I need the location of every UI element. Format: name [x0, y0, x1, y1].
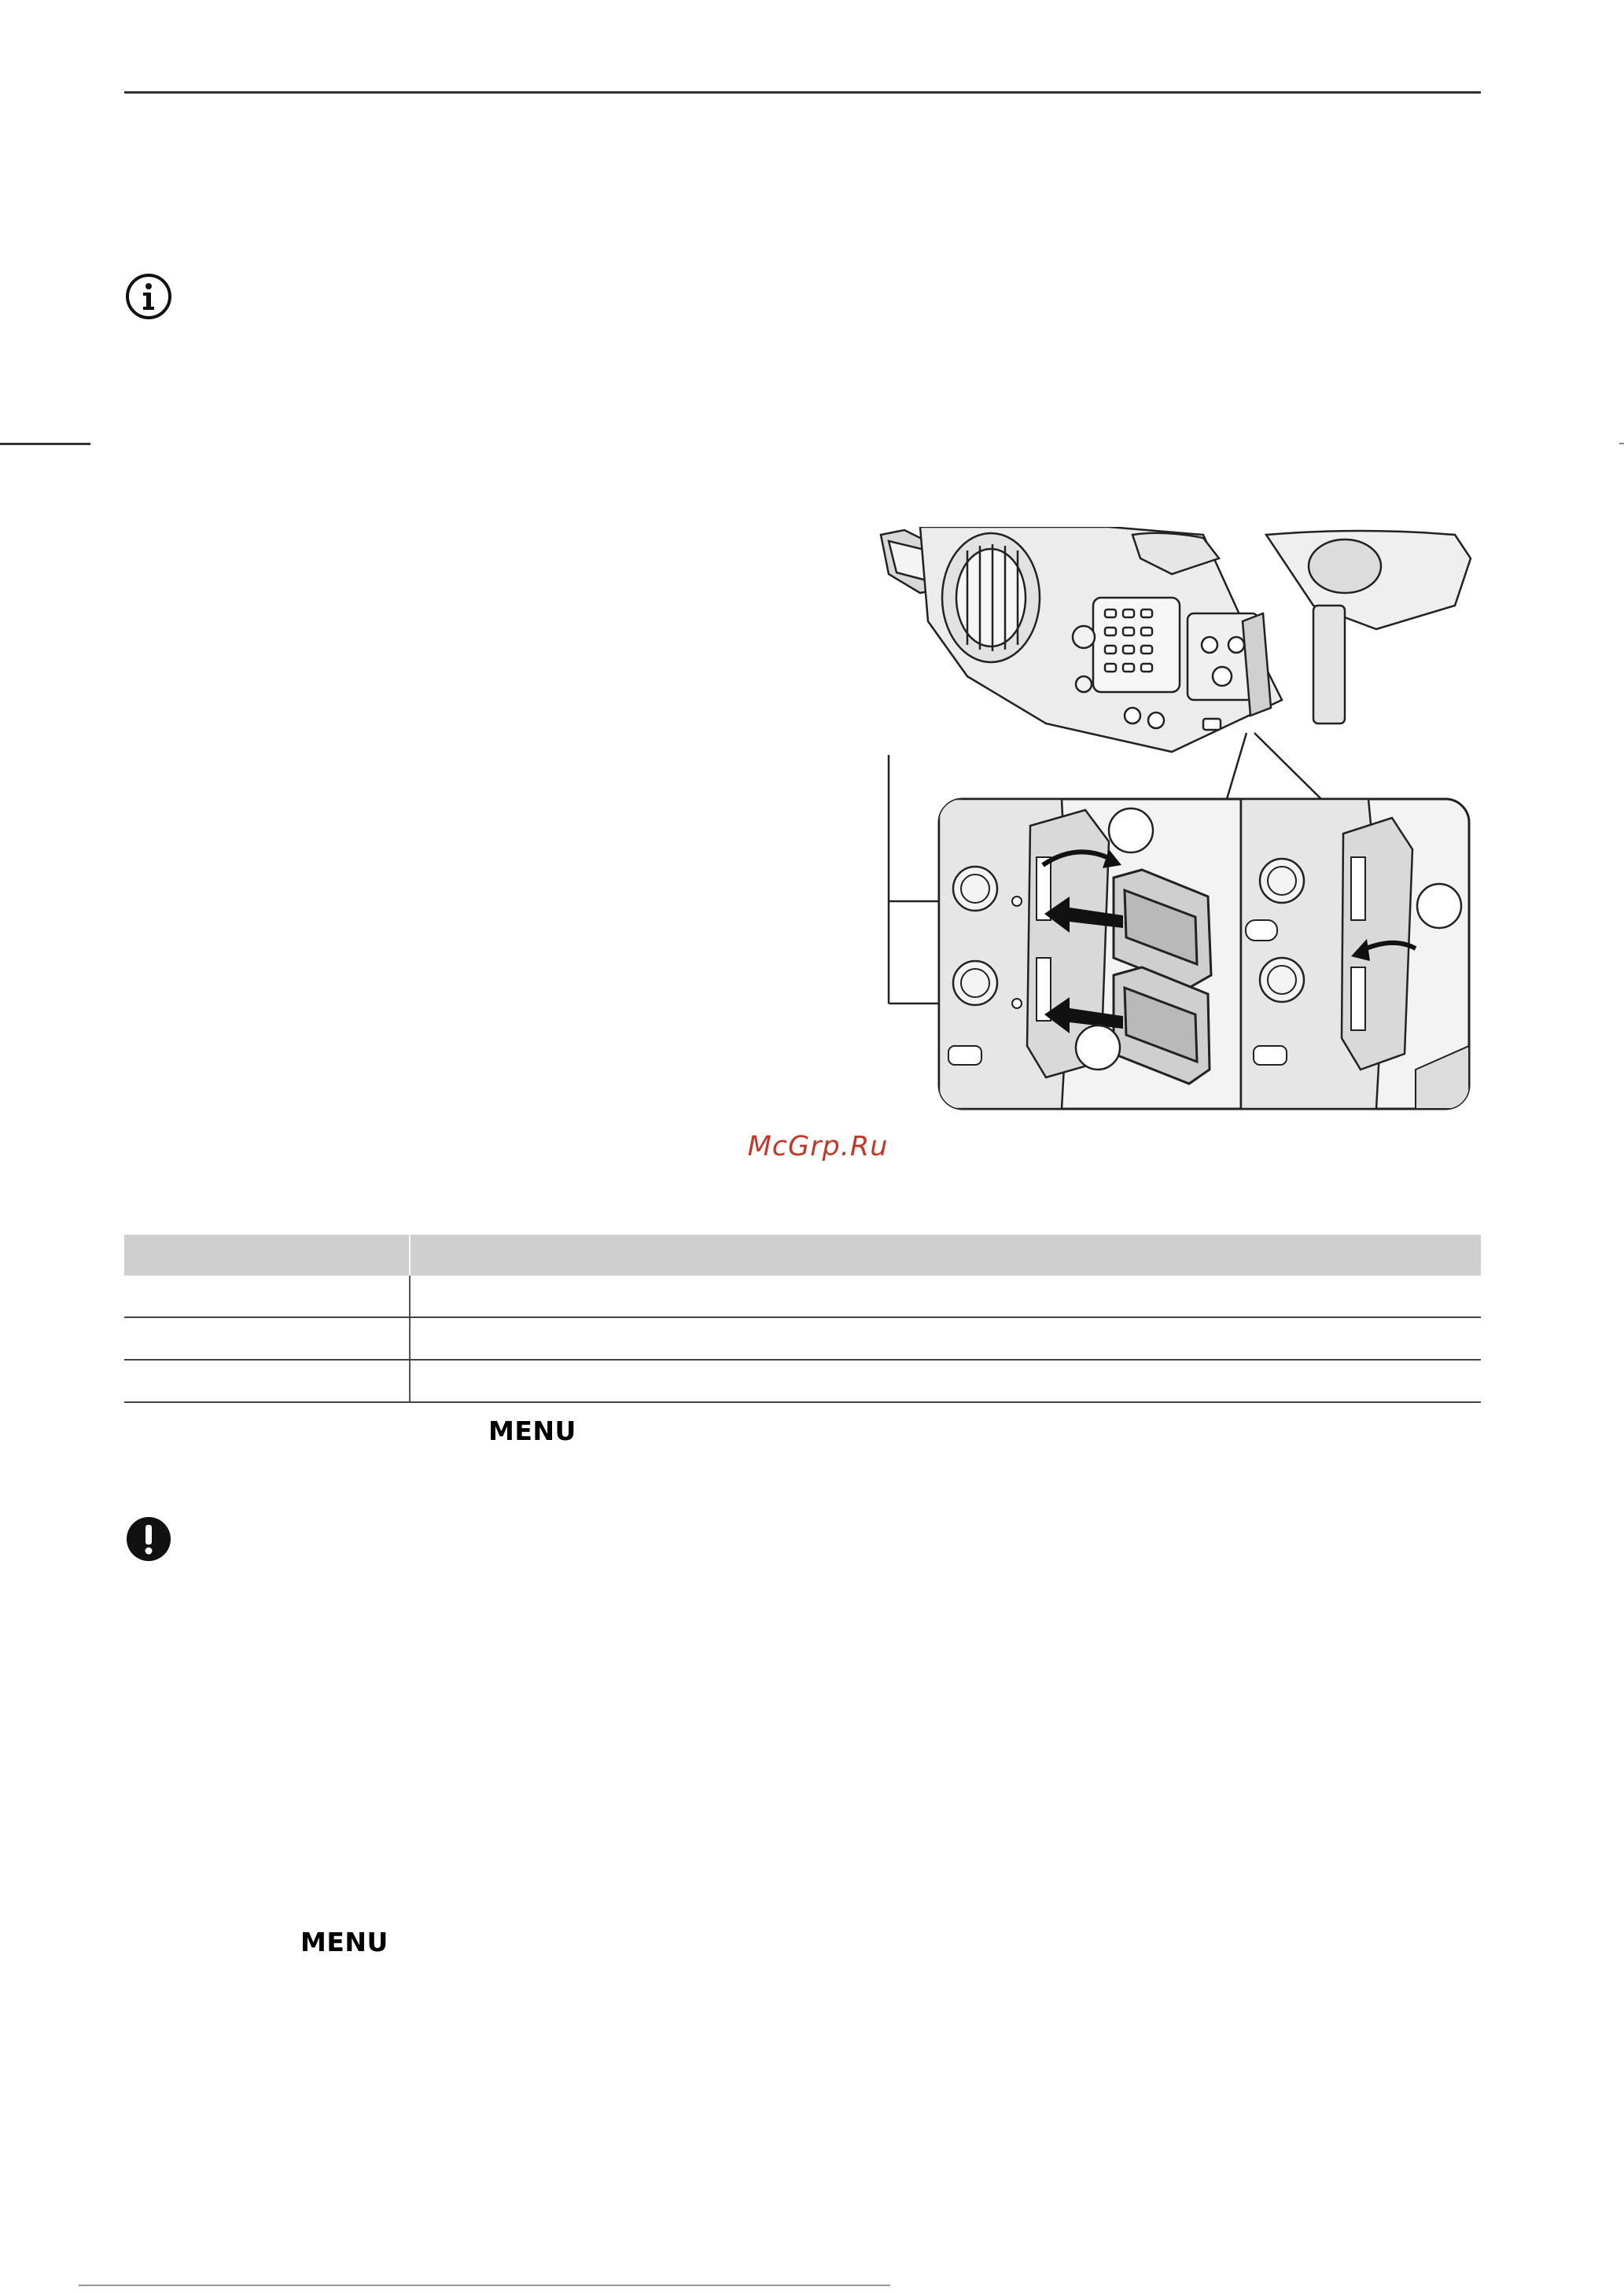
- table-row: [124, 1361, 1481, 1403]
- bottom-rule: [79, 2285, 890, 2286]
- camcorder-sd-slot-illustration: [873, 527, 1475, 1114]
- table-row: [124, 1318, 1481, 1361]
- watermark: McGrp.Ru: [747, 1131, 889, 1162]
- table-column-divider: [409, 1361, 411, 1401]
- sd-slot-detail-panel: [939, 799, 1469, 1109]
- table-column-divider: [409, 1318, 411, 1359]
- menu-button-label: MENU: [300, 1927, 389, 1957]
- spec-table: [124, 1235, 1481, 1403]
- table-column-divider: [409, 1276, 411, 1316]
- info-icon: [124, 272, 173, 321]
- section-tab-marker: [0, 443, 90, 445]
- camcorder-body: [881, 527, 1471, 752]
- important-icon: [124, 1515, 173, 1563]
- table-column-divider: [409, 1235, 411, 1276]
- table-header-row: [124, 1235, 1481, 1276]
- table-row: [124, 1276, 1481, 1318]
- right-edge-mark: [1619, 443, 1624, 444]
- top-rule: [124, 91, 1481, 94]
- menu-button-label: MENU: [488, 1416, 576, 1446]
